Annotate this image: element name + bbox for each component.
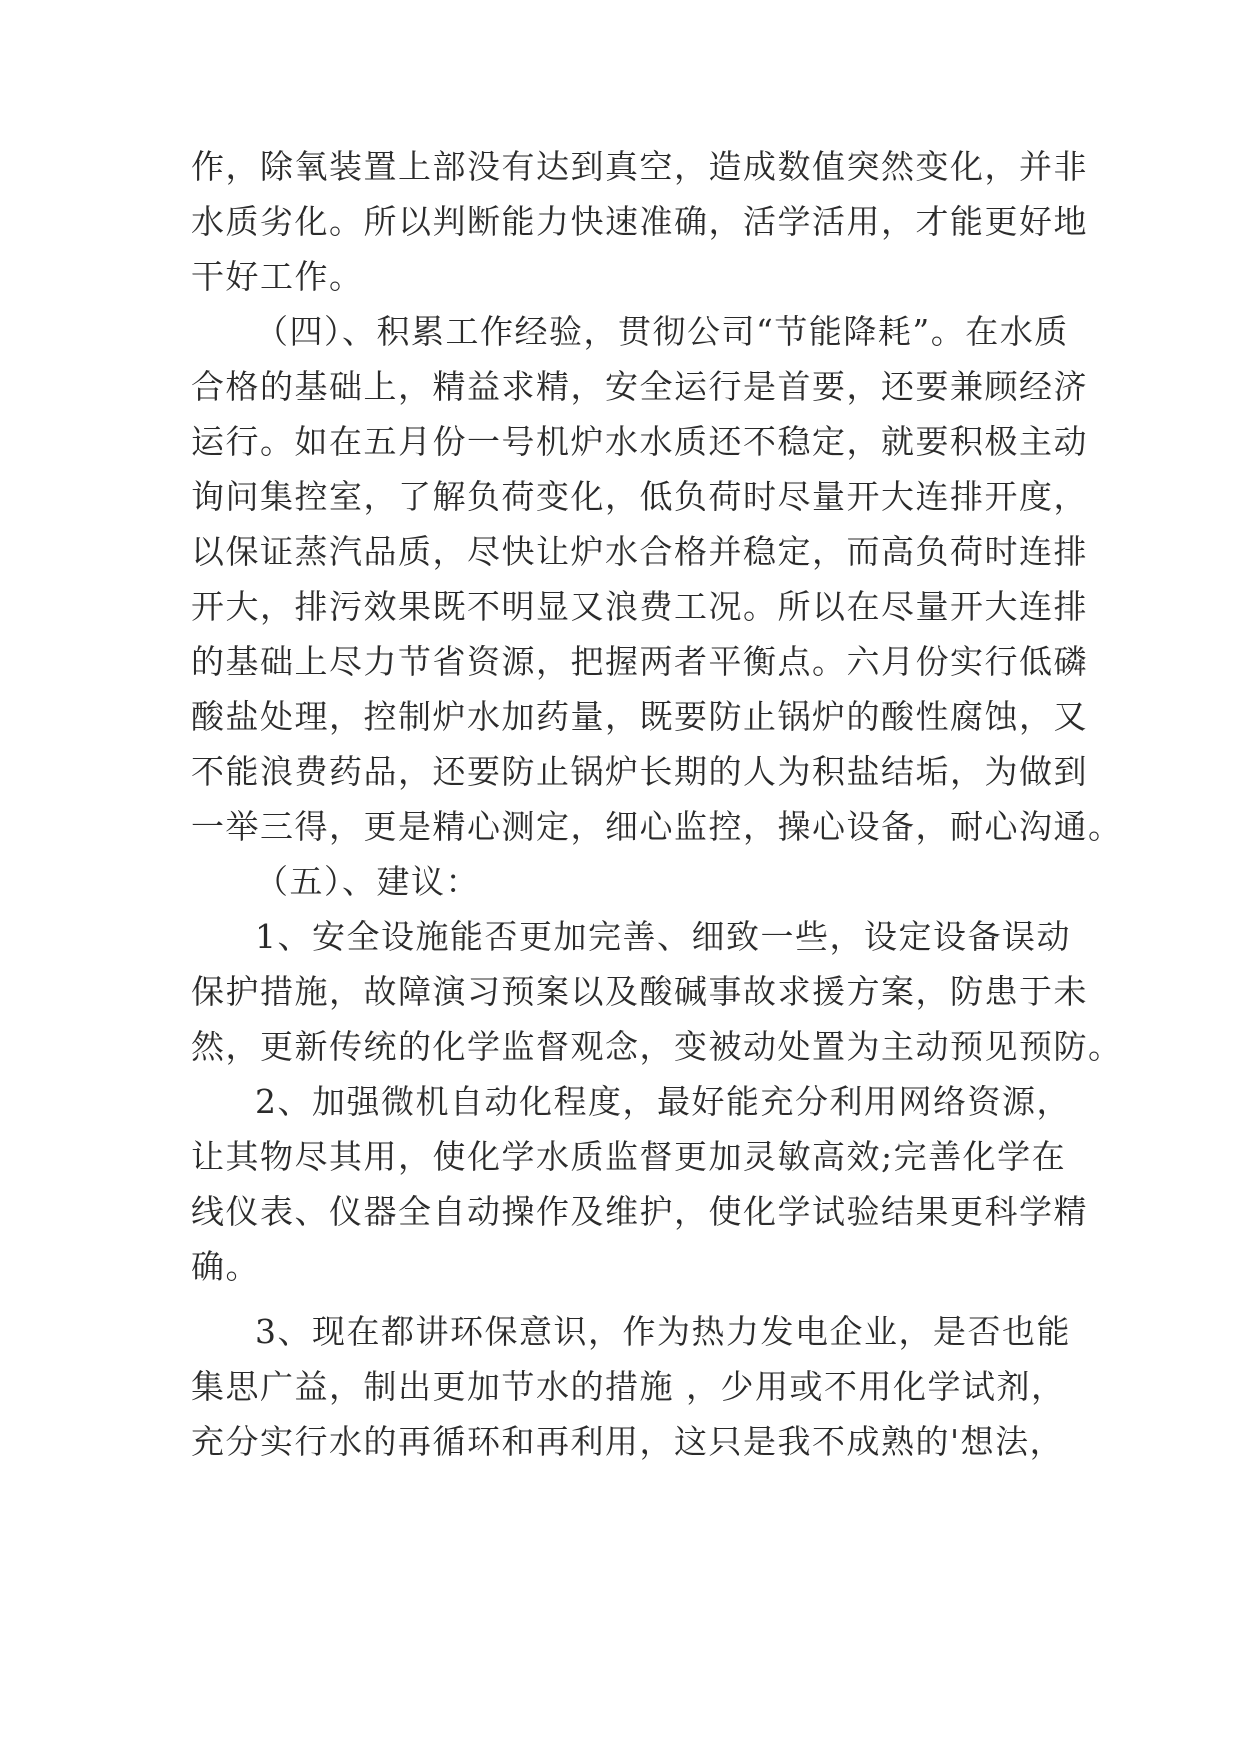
text-line: 运行。如在五月份一号机炉水水质还不稳定，就要积极主动 — [191, 422, 1088, 461]
text-line: 线仪表、仪器全自动操作及维护，使化学试验结果更科学精 — [191, 1192, 1088, 1231]
text-line: 询问集控室，了解负荷变化，低负荷时尽量开大连排开度， — [191, 477, 1088, 516]
paragraph-heading: （四）、积累工作经验，贯彻公司“节能降耗”。在水质 — [255, 312, 1069, 351]
text-line: 一举三得，更是精心测定，细心监控，操心设备，耐心沟通。 — [191, 807, 1123, 846]
section-heading: （五）、建议： — [255, 862, 480, 901]
text-line: 确。 — [191, 1247, 260, 1286]
text-line: 酸盐处理，控制炉水加药量，既要防止锅炉的酸性腐蚀，又 — [191, 697, 1088, 736]
text-line: 让其物尽其用，使化学水质监督更加灵敏高效;完善化学在 — [191, 1137, 1067, 1176]
text-line: 集思广益，制出更加节水的措施 ，少用或不用化学试剂， — [191, 1367, 1066, 1406]
text-line: 不能浪费药品，还要防止锅炉长期的人为积盐结垢，为做到 — [191, 752, 1088, 791]
list-item-1: 1、安全设施能否更加完善、细致一些，设定设备误动 — [255, 917, 1071, 956]
text-line: 保护措施，故障演习预案以及酸碱事故求援方案，防患于未 — [191, 972, 1088, 1011]
text-line: 合格的基础上，精益求精，安全运行是首要，还要兼顾经济 — [191, 367, 1088, 406]
text-line: 然，更新传统的化学监督观念，变被动处置为主动预见预防。 — [191, 1027, 1123, 1066]
text-line: 充分实行水的再循环和再利用，这只是我不成熟的'想法， — [191, 1422, 1065, 1461]
text-line: 开大，排污效果既不明显又浪费工况。所以在尽量开大连排 — [191, 587, 1088, 626]
list-item-2: 2、加强微机自动化程度，最好能充分利用网络资源， — [255, 1082, 1071, 1121]
text-line: 水质劣化。所以判断能力快速准确，活学活用，才能更好地 — [191, 202, 1088, 241]
list-item-3: 3、现在都讲环保意识，作为热力发电企业，是否也能 — [255, 1312, 1071, 1351]
text-line: 的基础上尽力节省资源，把握两者平衡点。六月份实行低磷 — [191, 642, 1088, 681]
text-line: 干好工作。 — [191, 257, 364, 296]
text-line: 作，除氧装置上部没有达到真空，造成数值突然变化，并非 — [191, 147, 1088, 186]
text-line: 以保证蒸汽品质，尽快让炉水合格并稳定，而高负荷时连排 — [191, 532, 1088, 571]
